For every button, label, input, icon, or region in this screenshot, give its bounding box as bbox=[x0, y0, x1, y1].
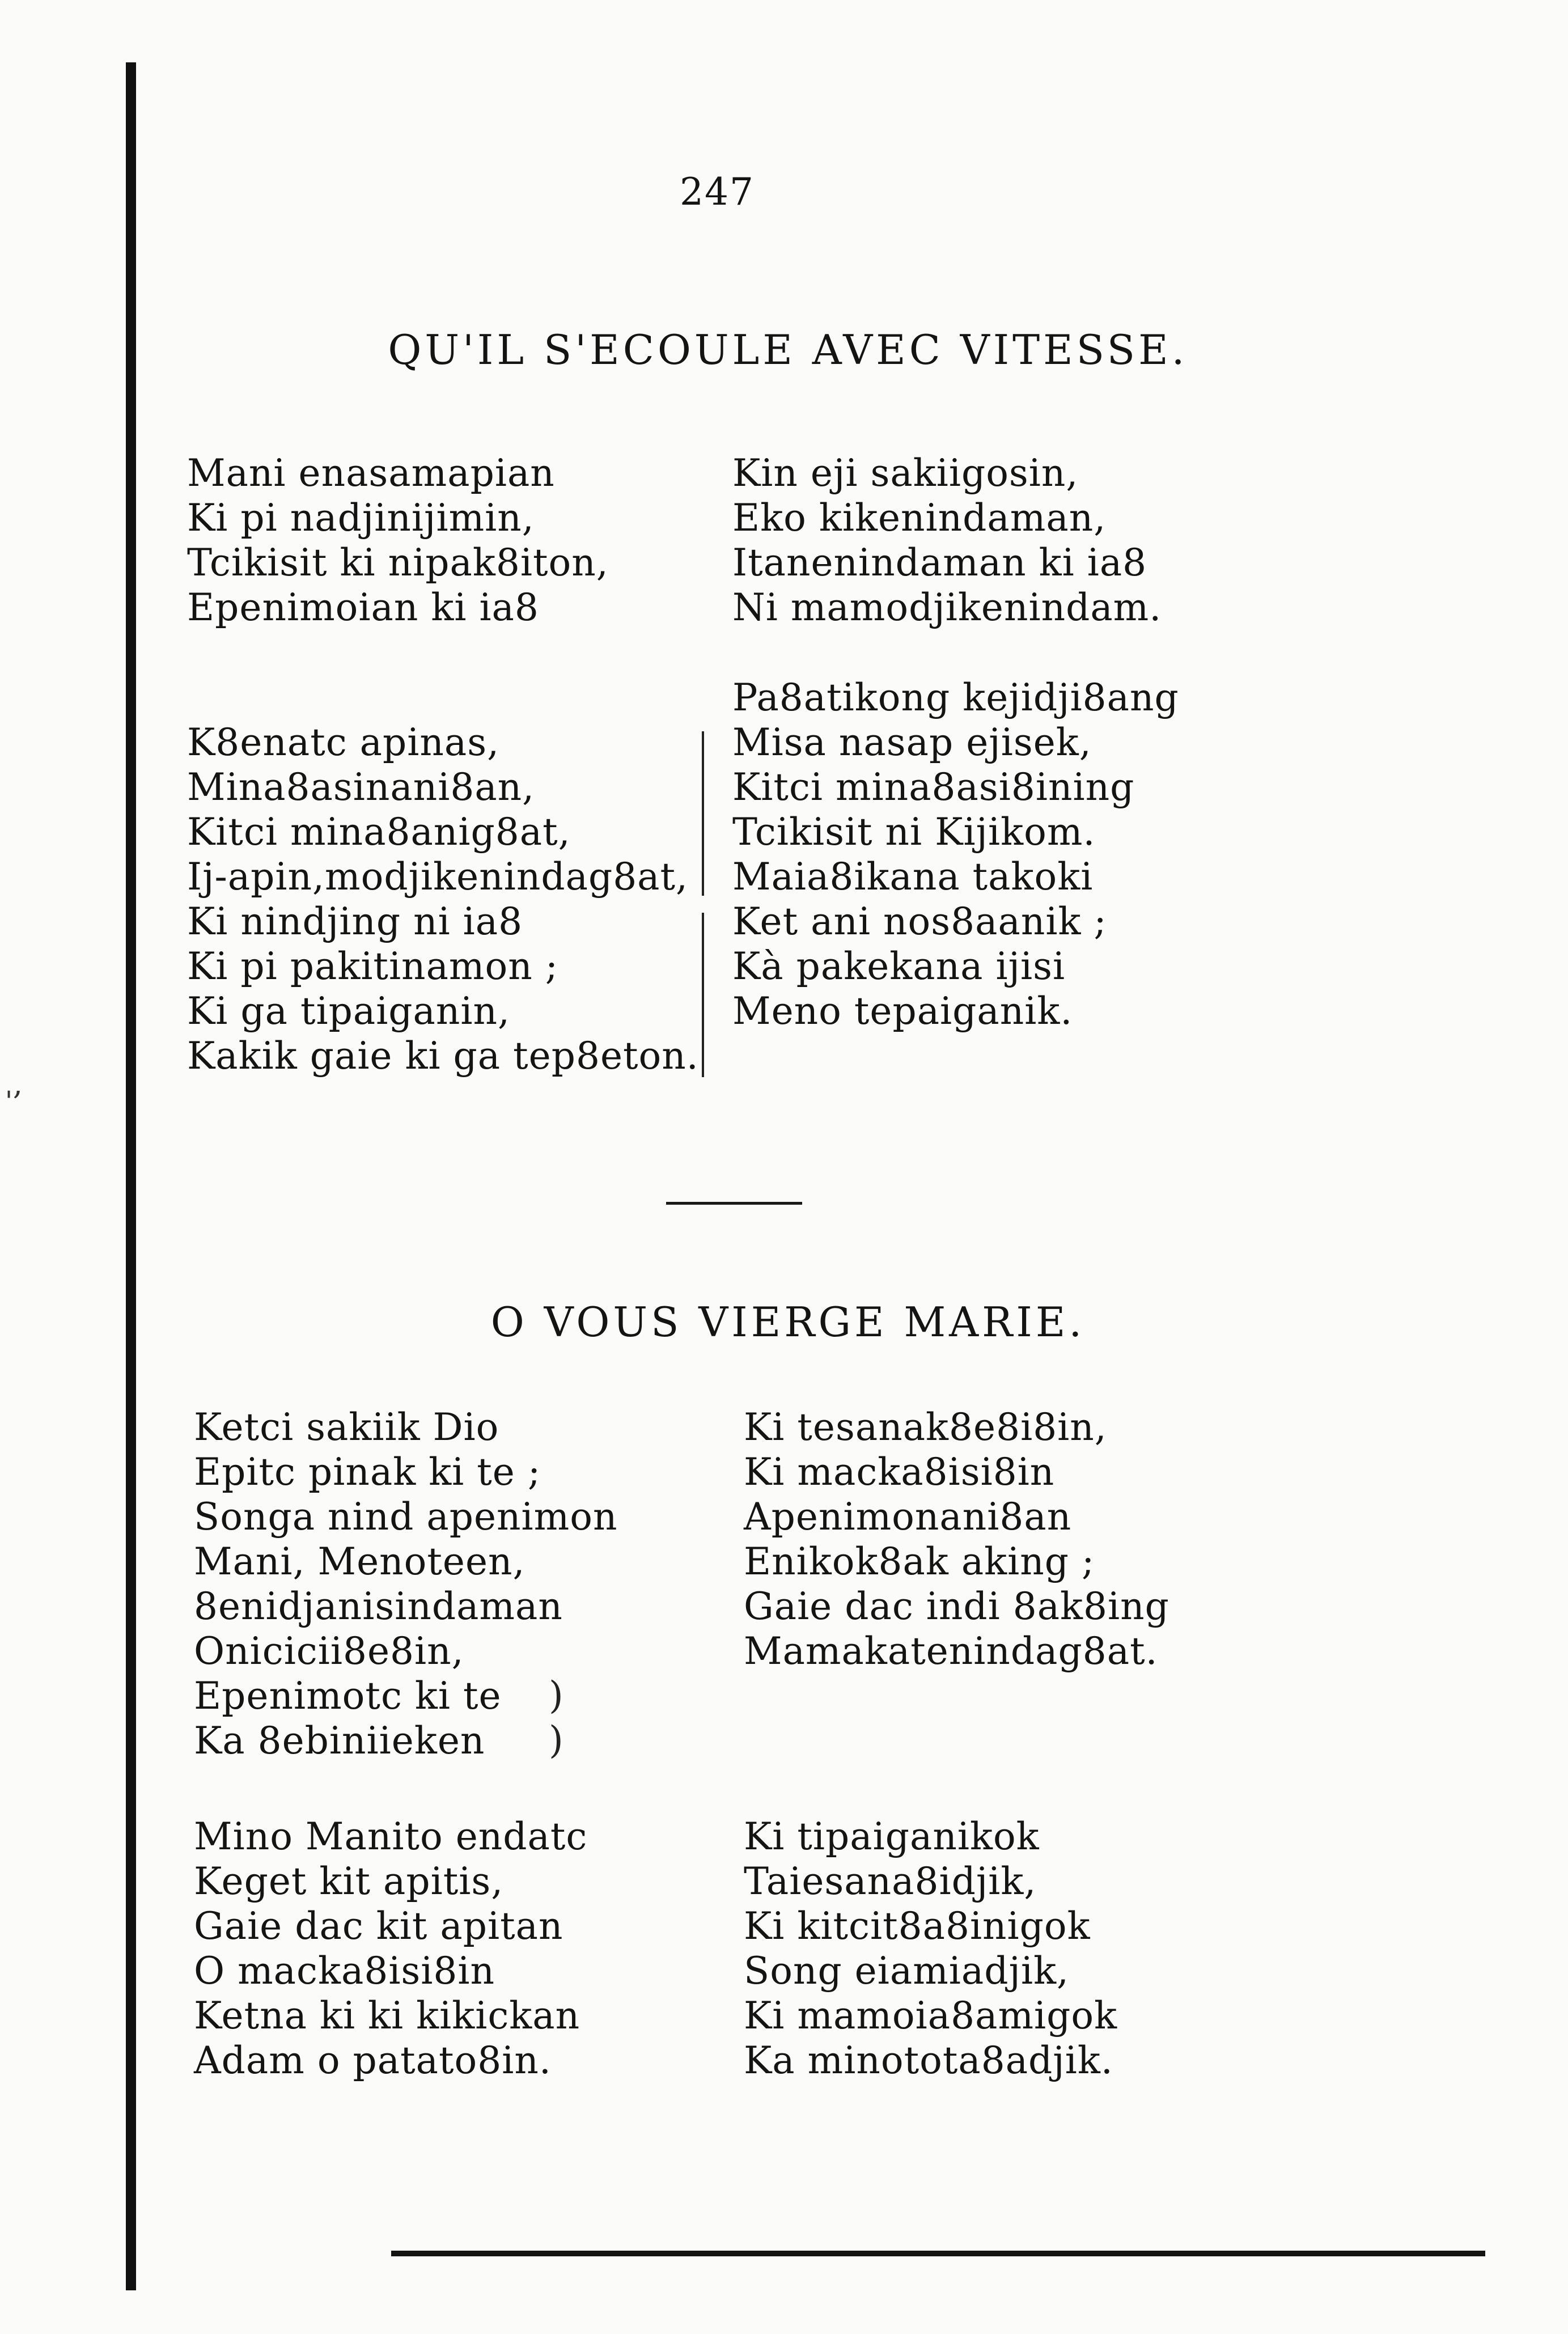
binding-edge bbox=[126, 62, 136, 2290]
verse-line: Mani enasamapian bbox=[187, 451, 555, 495]
verse-line: Enikok8ak aking ; bbox=[744, 1540, 1095, 1583]
verse-line: Gaie dac indi 8ak8ing bbox=[744, 1585, 1169, 1628]
verse-line: Eko kikenindaman, bbox=[732, 496, 1107, 540]
verse-line: Ki tipaiganikok bbox=[744, 1815, 1040, 1858]
verse-line: Pa8atikong kejidji8ang bbox=[732, 676, 1179, 719]
verse-right-1a bbox=[732, 451, 1162, 630]
verse-line: Ketna ki ki kikickan bbox=[194, 1994, 580, 2038]
verse-line: Songa nind apenimon bbox=[194, 1495, 618, 1539]
verse-line: Epenimotc ki te bbox=[194, 1674, 502, 1718]
verse-line: Mina8asinani8an, bbox=[187, 765, 535, 809]
verse-line: Mani, Menoteen, bbox=[194, 1540, 526, 1583]
verse-line: Mamakatenindag8at. bbox=[744, 1629, 1158, 1673]
verse-line: Taiesana8idjik, bbox=[744, 1859, 1037, 1903]
verse-line: Ki pi nadjinijimin, bbox=[187, 496, 535, 540]
verse-line: Ket ani nos8aanik ; bbox=[732, 900, 1107, 943]
verse-line: Ka minotota8adjik. bbox=[744, 2039, 1113, 2082]
verse-left-1a bbox=[187, 451, 609, 630]
verse-right-1b bbox=[732, 675, 1179, 1033]
verse-line: Keget kit apitis, bbox=[194, 1859, 504, 1903]
brace-mark: ) bbox=[549, 1674, 563, 1717]
verse-line: Ki kitcit8a8inigok bbox=[744, 1904, 1091, 1948]
verse-line: Ka 8ebiniieken bbox=[194, 1719, 485, 1763]
verse-line: Kitci mina8asi8ining bbox=[732, 765, 1135, 809]
verse-line: Song eiamiadjik, bbox=[744, 1949, 1070, 1993]
verse-line: Meno tepaiganik. bbox=[732, 989, 1073, 1033]
verse-line: Gaie dac kit apitan bbox=[194, 1904, 563, 1948]
brace-line bbox=[702, 913, 704, 1077]
section-title-2: O VOUS VIERGE MARIE. bbox=[490, 1298, 1086, 1346]
margin-mark: ˌ, bbox=[5, 1066, 23, 1102]
verse-line: K8enatc apinas, bbox=[187, 721, 500, 764]
verse-line: Apenimonani8an bbox=[744, 1495, 1072, 1539]
verse-line: Ki tesanak8e8i8in, bbox=[744, 1405, 1107, 1449]
verse-line: Ki nindjing ni ia8 bbox=[187, 900, 523, 943]
footer-rule bbox=[391, 2251, 1485, 2256]
verse-left-2b bbox=[194, 1814, 587, 2083]
verse-line: Ki pi pakitinamon ; bbox=[187, 944, 558, 988]
section-divider bbox=[666, 1202, 802, 1205]
verse-line: Tcikisit ni Kijikom. bbox=[732, 810, 1096, 854]
verse-line: Adam o patato8in. bbox=[194, 2039, 552, 2082]
page-number: 247 bbox=[680, 170, 755, 214]
verse-line: Onicicii8e8in, bbox=[194, 1629, 464, 1673]
verse-line: Mino Manito endatc bbox=[194, 1815, 588, 1858]
verse-right-2b bbox=[744, 1814, 1117, 2083]
verse-left-1b bbox=[187, 720, 699, 1078]
verse-line: Epitc pinak ki te ; bbox=[194, 1450, 541, 1494]
verse-line: Epenimoian ki ia8 bbox=[187, 586, 539, 629]
verse-line: Kakik gaie ki ga tep8eton. bbox=[187, 1034, 699, 1078]
verse-right-2a bbox=[744, 1405, 1169, 1674]
verse-line: Ki ga tipaiganin, bbox=[187, 989, 511, 1033]
verse-line: Kin eji sakiigosin, bbox=[732, 451, 1079, 495]
section-title-1: QU'IL S'ECOULE AVEC VITESSE. bbox=[388, 326, 1188, 374]
brace-line bbox=[702, 731, 704, 896]
verse-line: Itanenindaman ki ia8 bbox=[732, 541, 1147, 584]
brace-mark: ) bbox=[549, 1718, 563, 1762]
verse-line: Ni mamodjikenindam. bbox=[732, 586, 1162, 629]
verse-line: O macka8isi8in bbox=[194, 1949, 495, 1993]
verse-line: Misa nasap ejisek, bbox=[732, 721, 1092, 764]
verse-line: Kitci mina8anig8at, bbox=[187, 810, 571, 854]
verse-line: Tcikisit ki nipak8iton, bbox=[187, 541, 609, 584]
verse-line: 8enidjanisindaman bbox=[194, 1585, 563, 1628]
verse-line: Ki macka8isi8in bbox=[744, 1450, 1055, 1494]
verse-line: Ki mamoia8amigok bbox=[744, 1994, 1118, 2038]
verse-line: Maia8ikana takoki bbox=[732, 855, 1094, 899]
verse-line: Ketci sakiik Dio bbox=[194, 1405, 499, 1449]
verse-line: Kà pakekana ijisi bbox=[732, 944, 1066, 988]
verse-line: Ij-apin,modjikenindag8at, bbox=[187, 855, 689, 899]
